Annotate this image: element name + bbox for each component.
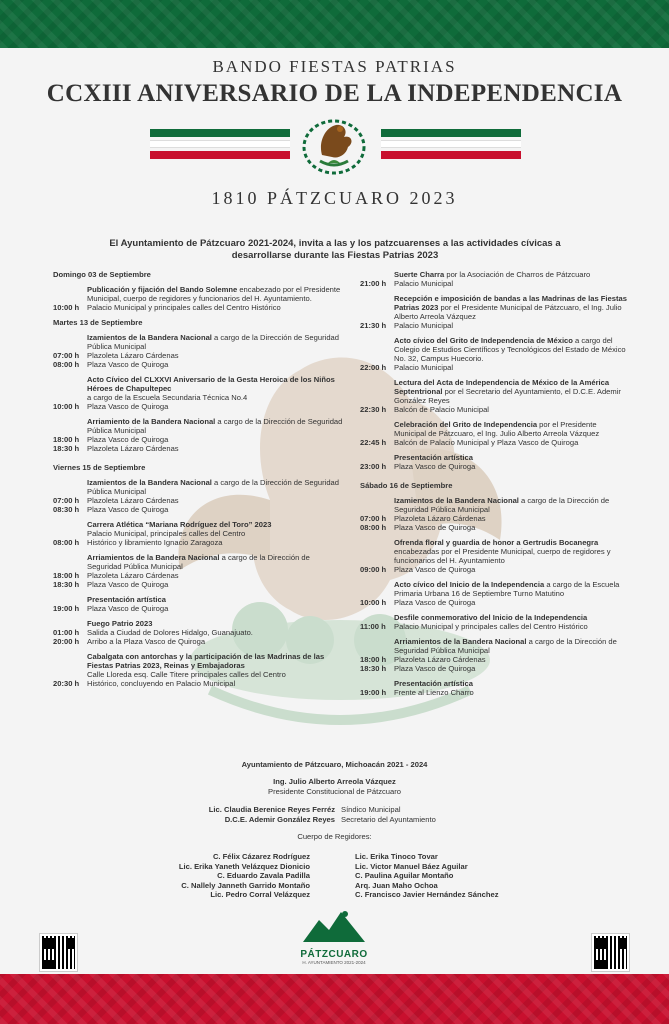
ayuntamiento-line: Ayuntamiento de Pátzcuaro, Michoacán 2021 - 2024 (241, 760, 428, 769)
president-block (0, 777, 669, 796)
regidor-name: C. Nallely Janneth Garrido Montaño (181, 880, 310, 890)
regidor-name: C. Eduardo Zavala Padilla (217, 871, 310, 880)
regidor-name: C. Félix Cázarez Rodríguez (212, 852, 310, 861)
regidores-left-list (130, 852, 310, 900)
regidor-name: C. Francisco Javier Hernández Sánchez (355, 890, 499, 899)
event-item: 01:00 h 20:00 h Fuego Patrio 2023 Salida a Ciudad de Dolores Hidalgo, Guanajuato. Arribo a la Plaza Vasco de Quiroga (53, 619, 253, 646)
logo-sub: H. AYUNTAMIENTO 2021-2024 (302, 960, 366, 965)
day-heading: Viernes 15 de Septiembre (53, 463, 146, 472)
event-item: 11:00 h Desfile conmemorativo del Inicio de la Independencia Palacio Municipal y principales calles del Centro Histórico (360, 613, 588, 631)
flag-stripes-left (150, 129, 290, 160)
intro-text: El Ayuntamiento de Pátzcuaro 2021-2024, invita a las y los patzcuarenses a las actividades cívicas a desarrollarse durante las Fiestas Patrias 2023 (109, 238, 561, 261)
logo-figure-icon (299, 908, 369, 944)
event-item: 08:00 h Carrera Atlética “Mariana Rodríguez del Toro” 2023 Palacio Municipal, principales calles del Centro Histórico y libramiento Ignacio Zaragoza (53, 520, 272, 547)
day-heading: Sábado 16 de Septiembre (360, 481, 453, 490)
secretario-name: D.C.E. Ademir González Reyes (224, 814, 335, 824)
president-name: Ing. Julio Alberto Arreola Vázquez (273, 777, 396, 786)
event-item: 19:00 h Presentación artística Frente al Lienzo Charro (360, 679, 474, 697)
day-heading: Martes 13 de Septiembre (53, 318, 143, 327)
regidores-title: Cuerpo de Regidores: (297, 832, 372, 841)
event-item: 22:00 h Acto cívico del Grito de Independencia de México a cargo del Colegio de Estudios Científicos y Tecnológicos del Estado de México No. 32, Campus Huecorio. Palacio Municipal (360, 336, 626, 372)
event-item: 07:00 h 08:00 h Izamientos de la Bandera Nacional a cargo de la Dirección de Seguridad Pública Municipal Plazoleta Lázaro Cárdenas Plaza Vasco de Quiroga (53, 333, 339, 369)
qr-code-left-icon[interactable] (40, 934, 77, 971)
sindico-name: Lic. Claudia Berenice Reyes Ferréz (208, 805, 335, 814)
officials-roles (341, 805, 491, 824)
event-item: 21:00 h Suerte Charra por la Asociación de Charros de Pátzcuaro Palacio Municipal (360, 270, 591, 288)
regidor-name: Lic. Erika Yaneth Velázquez Dionicio (178, 861, 310, 871)
logo-name: PÁTZCUARO (300, 949, 368, 960)
secretario-role: Secretario del Ayuntamiento (341, 814, 436, 824)
schedule-left-column (53, 270, 343, 694)
event-item: 07:00 h 08:30 h Izamientos de la Bandera Nacional a cargo de la Dirección de Seguridad Pública Municipal Plazoleta Lázaro Cárdenas Plaza Vasco de Quiroga (53, 478, 339, 514)
title-bando: BANDO FIESTAS PATRIAS (212, 57, 457, 76)
event-item: 19:00 h Presentación artística Plaza Vasco de Quiroga (53, 595, 169, 613)
event-item: 18:00 h 18:30 h Arriamiento de la Bandera Nacional a cargo de la Dirección de Seguridad Pública Municipal Plaza Vasco de Quiroga Plazoleta Lázaro Cárdenas (53, 417, 343, 453)
event-item: 09:00 h Ofrenda floral y guardia de honor a Gertrudis Bocanegra encabezadas por el Presidente Municipal, cuerpo de regidores y funcionarios del H. Ayuntamiento Plaza Vasco de Quiroga (360, 538, 611, 574)
event-item: 21:30 h Recepción e imposición de bandas a las Madrinas de las Fiestas Patrias 2023 por el Presidente Municipal de Pátzcuaro, el Ing. Julio Alberto Arreola Vázquez Palacio Municipal (360, 294, 627, 330)
event-item: 10:00 h Publicación y fijación del Bando Solemne encabezado por el Presidente Municipal, cuerpo de regidores y funcionarios del H. Ayuntamiento. Palacio Municipal y principales calles del Centro Histórico (53, 285, 341, 312)
event-item: 20:30 h Cabalgata con antorchas y la participación de las Madrinas de las Fiestas Patrias 2023, Reinas y Embajadoras Calle Lloreda esq. Calle Titere principales calles del Centro Histórico, concluyendo en Palacio Municipal (53, 652, 325, 688)
president-role: Presidente Constitucional de Pátzcuaro (268, 786, 401, 796)
event-item: 07:00 h 08:00 h Izamientos de la Bandera Nacional a cargo de la Dirección de Seguridad Pública Municipal Plazoleta Lázaro Cárdenas Plaza Vasco de Quiroga (360, 496, 610, 532)
flag-stripes-right (381, 129, 521, 160)
day-heading: Domingo 03 de Septiembre (53, 270, 151, 279)
qr-code-right-icon[interactable] (592, 934, 629, 971)
event-item: 18:00 h 18:30 h Arriamientos de la Bandera Nacional a cargo de la Dirección de Seguridad Pública Municipal Plazoleta Lázaro Cárdenas Plaza Vasco de Quiroga (53, 553, 310, 589)
event-item: 22:30 h Lectura del Acta de Independencia de México de la América Septentrional por el Secretario del Ayuntamiento, el D.C.E. Ademir González Reyes Balcón de Palacio Municipal (360, 378, 621, 414)
top-pattern-band (0, 0, 669, 48)
officials-names (150, 805, 335, 824)
schedule-right-column (360, 270, 630, 703)
event-item: 10:00 h Acto cívico del Inicio de la Independencia a cargo de la Escuela Primaria Urbana 16 de Septiembre Turno Matutino Plaza Vasco de Quiroga (360, 580, 620, 607)
event-item: 22:45 h Celebración del Grito de Independencia por el Presidente Municipal de Pátzcuaro, el Ing. Julio Alberto Arreola Vázquez Balcón de Palacio Municipal y Plaza Vasco de Quiroga (360, 420, 600, 447)
regidor-name: C. Paulina Aguilar Montaño (355, 871, 454, 880)
regidor-name: Lic. Victor Manuel Báez Aguilar (355, 861, 468, 871)
event-item: 23:00 h Presentación artística Plaza Vasco de Quiroga (360, 453, 476, 471)
regidor-name: Arq. Juan Maho Ochoa (355, 880, 438, 890)
event-item: 10:00 h Acto Cívico del CLXXVI Aniversario de la Gesta Heroica de los Niños Héroes de Chapultepec a cargo de la Escuela Secundaria Técnica No.4 Plaza Vasco de Quiroga (53, 375, 335, 411)
regidor-name: Lic. Pedro Corral Velázquez (210, 890, 310, 899)
subtitle-years: 1810 PÁTZCUARO 2023 (211, 188, 458, 208)
title-aniversario: CCXIII ANIVERSARIO DE LA INDEPENDENCIA (46, 80, 623, 107)
regidor-name: Lic. Erika Tinoco Tovar (355, 852, 438, 861)
eagle-emblem-icon (298, 111, 370, 177)
bottom-pattern-band (0, 974, 669, 1024)
sindico-role: Síndico Municipal (341, 805, 401, 814)
event-item: 18:00 h 18:30 h Arriamientos de la Bandera Nacional a cargo de la Dirección de Seguridad Pública Municipal Plazoleta Lázaro Cárdenas Plaza Vasco de Quiroga (360, 637, 617, 673)
patzcuaro-logo (296, 908, 372, 974)
regidores-right-list (355, 852, 545, 900)
